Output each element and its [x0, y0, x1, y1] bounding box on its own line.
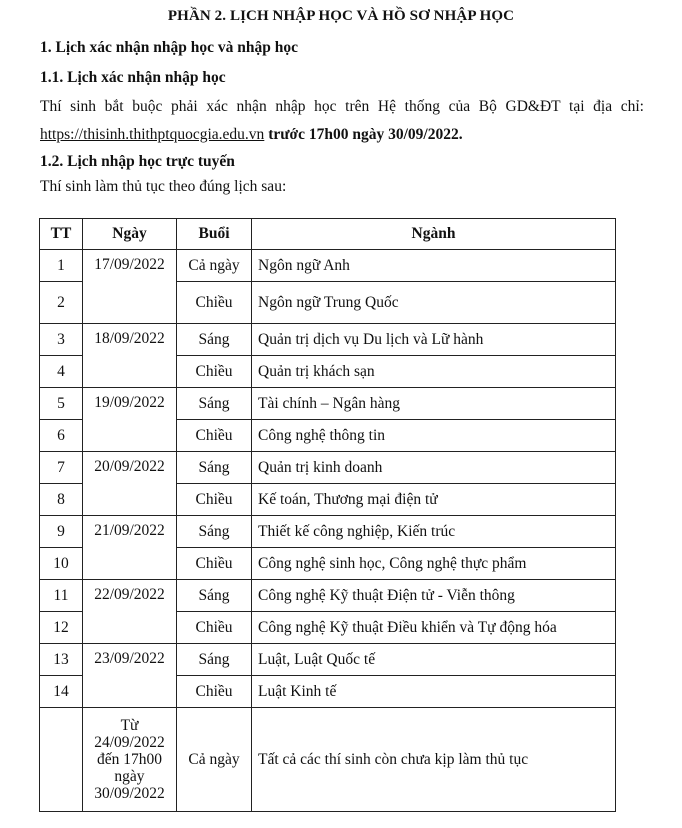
header-date: Ngày — [83, 219, 177, 250]
table-row — [40, 644, 616, 676]
row-major: Ngôn ngữ Trung Quốc — [252, 282, 616, 324]
row-tt: 5 — [40, 388, 83, 420]
row-major: Quản trị dịch vụ Du lịch và Lữ hành — [252, 324, 616, 356]
header-tt: TT — [40, 219, 83, 250]
row-tt: 8 — [40, 484, 83, 516]
row-major: Công nghệ sinh học, Công nghệ thực phẩm — [252, 548, 616, 580]
row-tt — [40, 708, 83, 812]
row-session: Sáng — [177, 452, 252, 484]
date-range-line: 30/09/2022 — [94, 785, 165, 802]
row-date-range — [83, 708, 177, 812]
table-row-final — [40, 708, 616, 812]
row-session: Cả ngày — [177, 250, 252, 282]
table-header-row — [40, 219, 616, 250]
row-tt: 13 — [40, 644, 83, 676]
row-major: Tất cả các thí sinh còn chưa kịp làm thủ tục — [252, 708, 616, 812]
row-major: Thiết kế công nghiệp, Kiến trúc — [252, 516, 616, 548]
row-session: Sáng — [177, 388, 252, 420]
row-major: Quản trị kinh doanh — [252, 452, 616, 484]
row-date: 17/09/2022 — [83, 250, 177, 324]
row-tt: 1 — [40, 250, 83, 282]
table-row — [40, 452, 616, 484]
row-major: Quản trị khách sạn — [252, 356, 616, 388]
confirmation-deadline: trước 17h00 ngày 30/09/2022. — [268, 126, 463, 143]
row-date: 19/09/2022 — [83, 388, 177, 452]
row-date: 20/09/2022 — [83, 452, 177, 516]
row-session: Sáng — [177, 644, 252, 676]
header-session: Buổi — [177, 219, 252, 250]
section-1-heading: 1. Lịch xác nhận nhập học và nhập học — [40, 39, 298, 56]
row-date: 18/09/2022 — [83, 324, 177, 388]
row-date: 23/09/2022 — [83, 644, 177, 708]
row-session: Sáng — [177, 324, 252, 356]
row-date: 22/09/2022 — [83, 580, 177, 644]
date-range-line: ngày — [114, 768, 145, 785]
row-tt: 11 — [40, 580, 83, 612]
row-session: Sáng — [177, 516, 252, 548]
date-range-line: 24/09/2022 — [94, 734, 165, 751]
table-row — [40, 250, 616, 282]
row-date: 21/09/2022 — [83, 516, 177, 580]
row-major: Kế toán, Thương mại điện tử — [252, 484, 616, 516]
confirmation-url-link[interactable]: https://thisinh.thithptquocgia.edu.vn — [40, 126, 265, 143]
page-title: PHẦN 2. LỊCH NHẬP HỌC VÀ HỒ SƠ NHẬP HỌC — [167, 8, 515, 24]
row-session: Chiều — [177, 282, 252, 324]
row-tt: 14 — [40, 676, 83, 708]
row-tt: 12 — [40, 612, 83, 644]
row-major: Luật Kinh tế — [252, 676, 616, 708]
row-session: Chiều — [177, 676, 252, 708]
confirmation-text: Thí sinh bắt buộc phải xác nhận nhập học trên Hệ thống của Bộ GD&ĐT tại địa chỉ: — [40, 98, 644, 115]
row-tt: 2 — [40, 282, 83, 324]
row-session: Chiều — [177, 484, 252, 516]
header-major: Ngành — [252, 219, 616, 250]
schedule-intro: Thí sinh làm thủ tục theo đúng lịch sau: — [40, 178, 287, 195]
confirmation-paragraph — [40, 93, 644, 149]
date-range-line: Từ — [120, 717, 139, 734]
row-tt: 3 — [40, 324, 83, 356]
row-tt: 7 — [40, 452, 83, 484]
row-session: Chiều — [177, 612, 252, 644]
row-tt: 4 — [40, 356, 83, 388]
section-1-2-heading: 1.2. Lịch nhập học trực tuyến — [40, 153, 235, 170]
table-row — [40, 516, 616, 548]
row-session: Chiều — [177, 420, 252, 452]
table-row — [40, 580, 616, 612]
row-session: Cả ngày — [177, 708, 252, 812]
row-major: Ngôn ngữ Anh — [252, 250, 616, 282]
date-range-line: đến 17h00 — [96, 751, 162, 768]
row-major: Luật, Luật Quốc tế — [252, 644, 616, 676]
row-session: Chiều — [177, 356, 252, 388]
enrollment-schedule-table — [39, 218, 616, 812]
row-major: Công nghệ thông tin — [252, 420, 616, 452]
row-major: Công nghệ Kỹ thuật Điều khiển và Tự động hóa — [252, 612, 616, 644]
row-major: Công nghệ Kỹ thuật Điện tử - Viễn thông — [252, 580, 616, 612]
row-tt: 9 — [40, 516, 83, 548]
table-row — [40, 388, 616, 420]
row-tt: 10 — [40, 548, 83, 580]
section-1-1-heading: 1.1. Lịch xác nhận nhập học — [40, 69, 226, 86]
table-row — [40, 324, 616, 356]
row-tt: 6 — [40, 420, 83, 452]
row-session: Sáng — [177, 580, 252, 612]
row-session: Chiều — [177, 548, 252, 580]
row-major: Tài chính – Ngân hàng — [252, 388, 616, 420]
